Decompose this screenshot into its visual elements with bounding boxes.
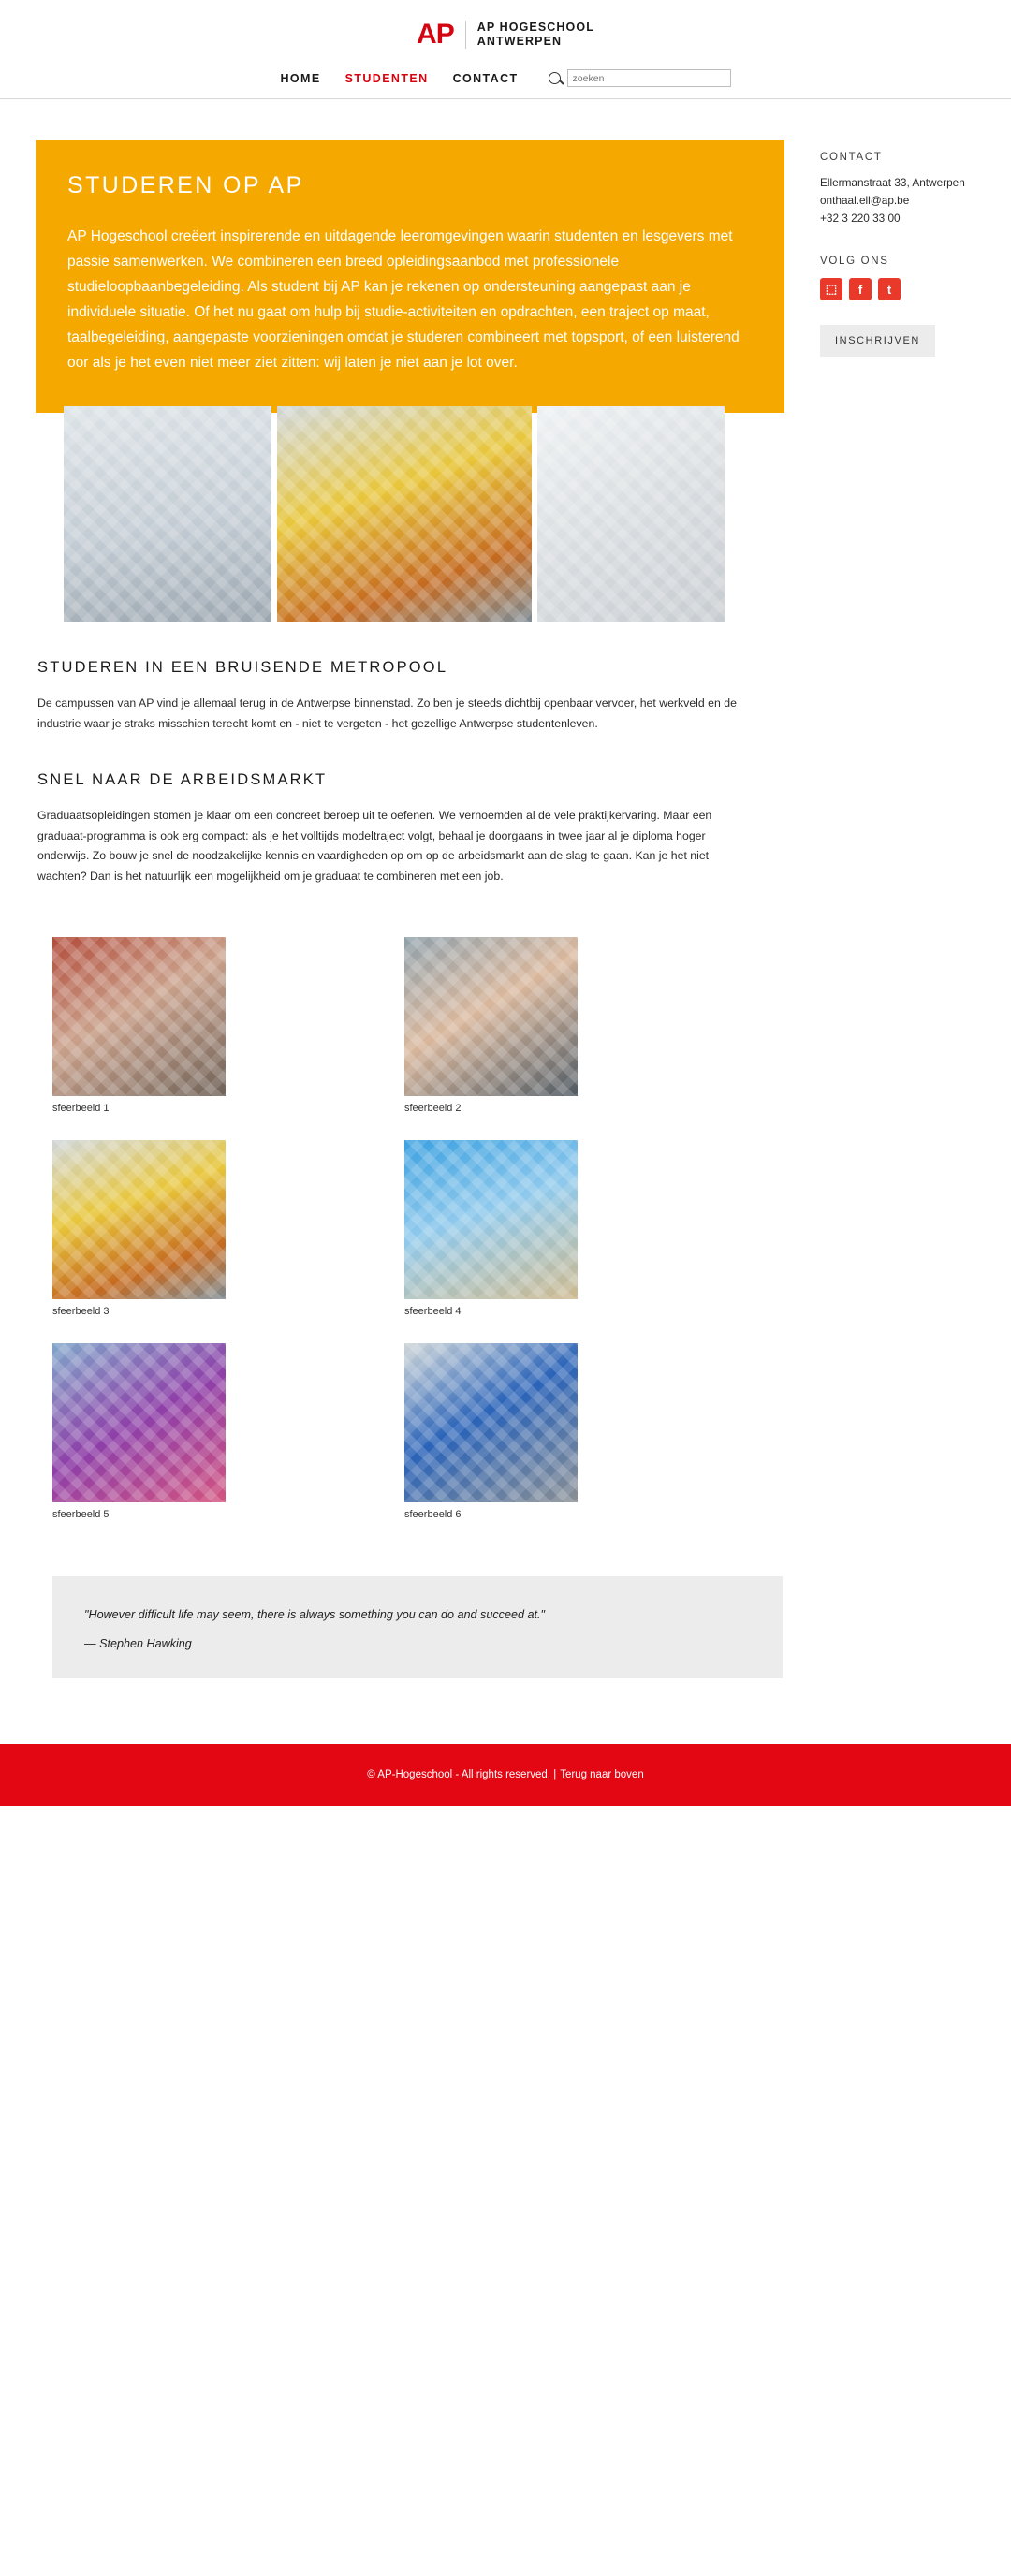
gallery-caption-5: sfeerbeeld 5 <box>52 1509 110 1520</box>
quote-text: "However difficult life may seem, there is always something you can do and succeed at." <box>84 1608 545 1621</box>
back-to-top-link[interactable]: Terug naar boven <box>560 1769 644 1780</box>
main-column <box>36 140 784 1678</box>
logo-divider <box>465 21 466 49</box>
section-metropool-heading: STUDEREN IN EEN BRUISENDE METROPOOL <box>37 659 448 676</box>
facebook-icon[interactable]: f <box>849 278 872 300</box>
hero-photo-strip <box>64 406 733 622</box>
gallery-item[interactable] <box>404 1343 578 1531</box>
section-arbeidsmarkt-body: Graduaatsopleidingen stomen je klaar om een concreet beroep uit te oefenen. We vernoemden al de vele praktijkervaring. Maar een graduaat-programma is ook erg compact: als je het volltijds modeltraject volgt, behaal je doorgaans in twee jaar al je diploma hoger onderwijs. Zo bouw je snel de noodzakelijke kennis en vaardigheden op om op de arbeidsmarkt aan de slag te gaan. Kan je het niet wachten? Dan is het natuurlijk een mogelijkheid om je graduaat te combineren met een job. <box>37 809 712 883</box>
search-input[interactable] <box>567 69 731 87</box>
hero-photo-snow <box>64 406 271 622</box>
social-links <box>820 278 975 300</box>
gallery-image-1[interactable] <box>52 937 226 1096</box>
quote-block <box>52 1576 783 1678</box>
site-footer <box>0 1744 1011 1806</box>
hero-paragraph: AP Hogeschool creëert inspirerende en uitdagende leeromgevingen waarin studenten en lesgevers met passie samenwerken. We combineren een breed opleidingsaanbod met professionele studieloopbaanbegeleiding. Als student bij AP kan je rekenen op ondersteuning aangepast aan je individuele situatie. Of het nu gaat om hulp bij studie-activiteiten en opdrachten, een traject op maat, taalbegeleiding, aangepaste voorzieningen omdat je studeren combineert met topsport, of een luisterend oor als je het even niet meer ziet zitten: wij laten je niet aan je lot over. <box>67 228 740 371</box>
page-title: STUDEREN OP AP <box>67 172 304 198</box>
gallery-caption-3: sfeerbeeld 3 <box>52 1306 110 1317</box>
sidebar <box>820 140 975 1678</box>
gallery-item[interactable] <box>52 1140 226 1328</box>
logo-text-line2: ANTWERPEN <box>476 35 563 48</box>
gallery-caption-6: sfeerbeeld 6 <box>404 1509 462 1520</box>
sidebar-contact-block <box>820 152 975 227</box>
logo-mark: AP <box>417 19 454 50</box>
section-metropool-body: De campussen van AP vind je allemaal terug in de Antwerpse binnenstad. Zo ben je steeds dichtbij openbaar vervoer, het werkveld en de industrie waar je straks misschien terecht komt en - niet te vergeten - het gezellige Antwerpse studentenleven. <box>37 696 737 730</box>
gallery-item[interactable] <box>404 1140 578 1328</box>
sidebar-follow-block <box>820 256 975 357</box>
search-icon[interactable] <box>549 72 561 84</box>
quote-author: — Stephen Hawking <box>84 1637 192 1650</box>
gallery-image-4[interactable] <box>404 1140 578 1299</box>
gallery-image-6[interactable] <box>404 1343 578 1502</box>
gallery-image-2[interactable] <box>404 937 578 1096</box>
sidebar-address: Ellermanstraat 33, Antwerpen <box>820 176 965 189</box>
nav-item-contact[interactable]: CONTACT <box>452 71 519 85</box>
gallery-item[interactable] <box>52 1343 226 1531</box>
main-navigation <box>0 69 1011 99</box>
logo-text <box>477 21 594 49</box>
gallery-image-3[interactable] <box>52 1140 226 1299</box>
logo-text-line1: AP HOGESCHOOL <box>476 21 594 34</box>
gallery-item[interactable] <box>404 937 578 1125</box>
footer-copyright: © AP-Hogeschool - All rights reserved. | <box>367 1769 557 1780</box>
gallery-image-5[interactable] <box>52 1343 226 1502</box>
gallery-caption-2: sfeerbeeld 2 <box>404 1103 462 1114</box>
site-header <box>0 0 1011 99</box>
logo[interactable] <box>0 21 1011 49</box>
sidebar-email[interactable]: onthaal.ell@ap.be <box>820 194 910 207</box>
twitter-icon[interactable]: t <box>878 278 901 300</box>
sidebar-follow-heading: VOLG ONS <box>820 256 889 267</box>
page-body <box>0 140 1011 1678</box>
subscribe-button[interactable]: INSCHRIJVEN <box>820 325 935 357</box>
gallery-item[interactable] <box>52 937 226 1125</box>
search-group <box>549 69 731 87</box>
section-arbeidsmarkt <box>36 771 784 886</box>
gallery-caption-1: sfeerbeeld 1 <box>52 1103 110 1114</box>
nav-item-home[interactable]: HOME <box>280 71 321 85</box>
sidebar-contact-heading: CONTACT <box>820 152 883 163</box>
image-gallery <box>52 937 784 1531</box>
section-metropool <box>36 659 784 734</box>
gallery-caption-4: sfeerbeeld 4 <box>404 1306 462 1317</box>
hero-photo-phones <box>537 406 725 622</box>
hero-photo-students <box>277 406 532 622</box>
sidebar-phone[interactable]: +32 3 220 33 00 <box>820 212 901 225</box>
hero-banner <box>36 140 784 413</box>
instagram-icon[interactable]: ⬚ <box>820 278 842 300</box>
nav-item-studenten[interactable]: STUDENTEN <box>344 71 429 85</box>
section-arbeidsmarkt-heading: SNEL NAAR DE ARBEIDSMARKT <box>37 771 328 788</box>
